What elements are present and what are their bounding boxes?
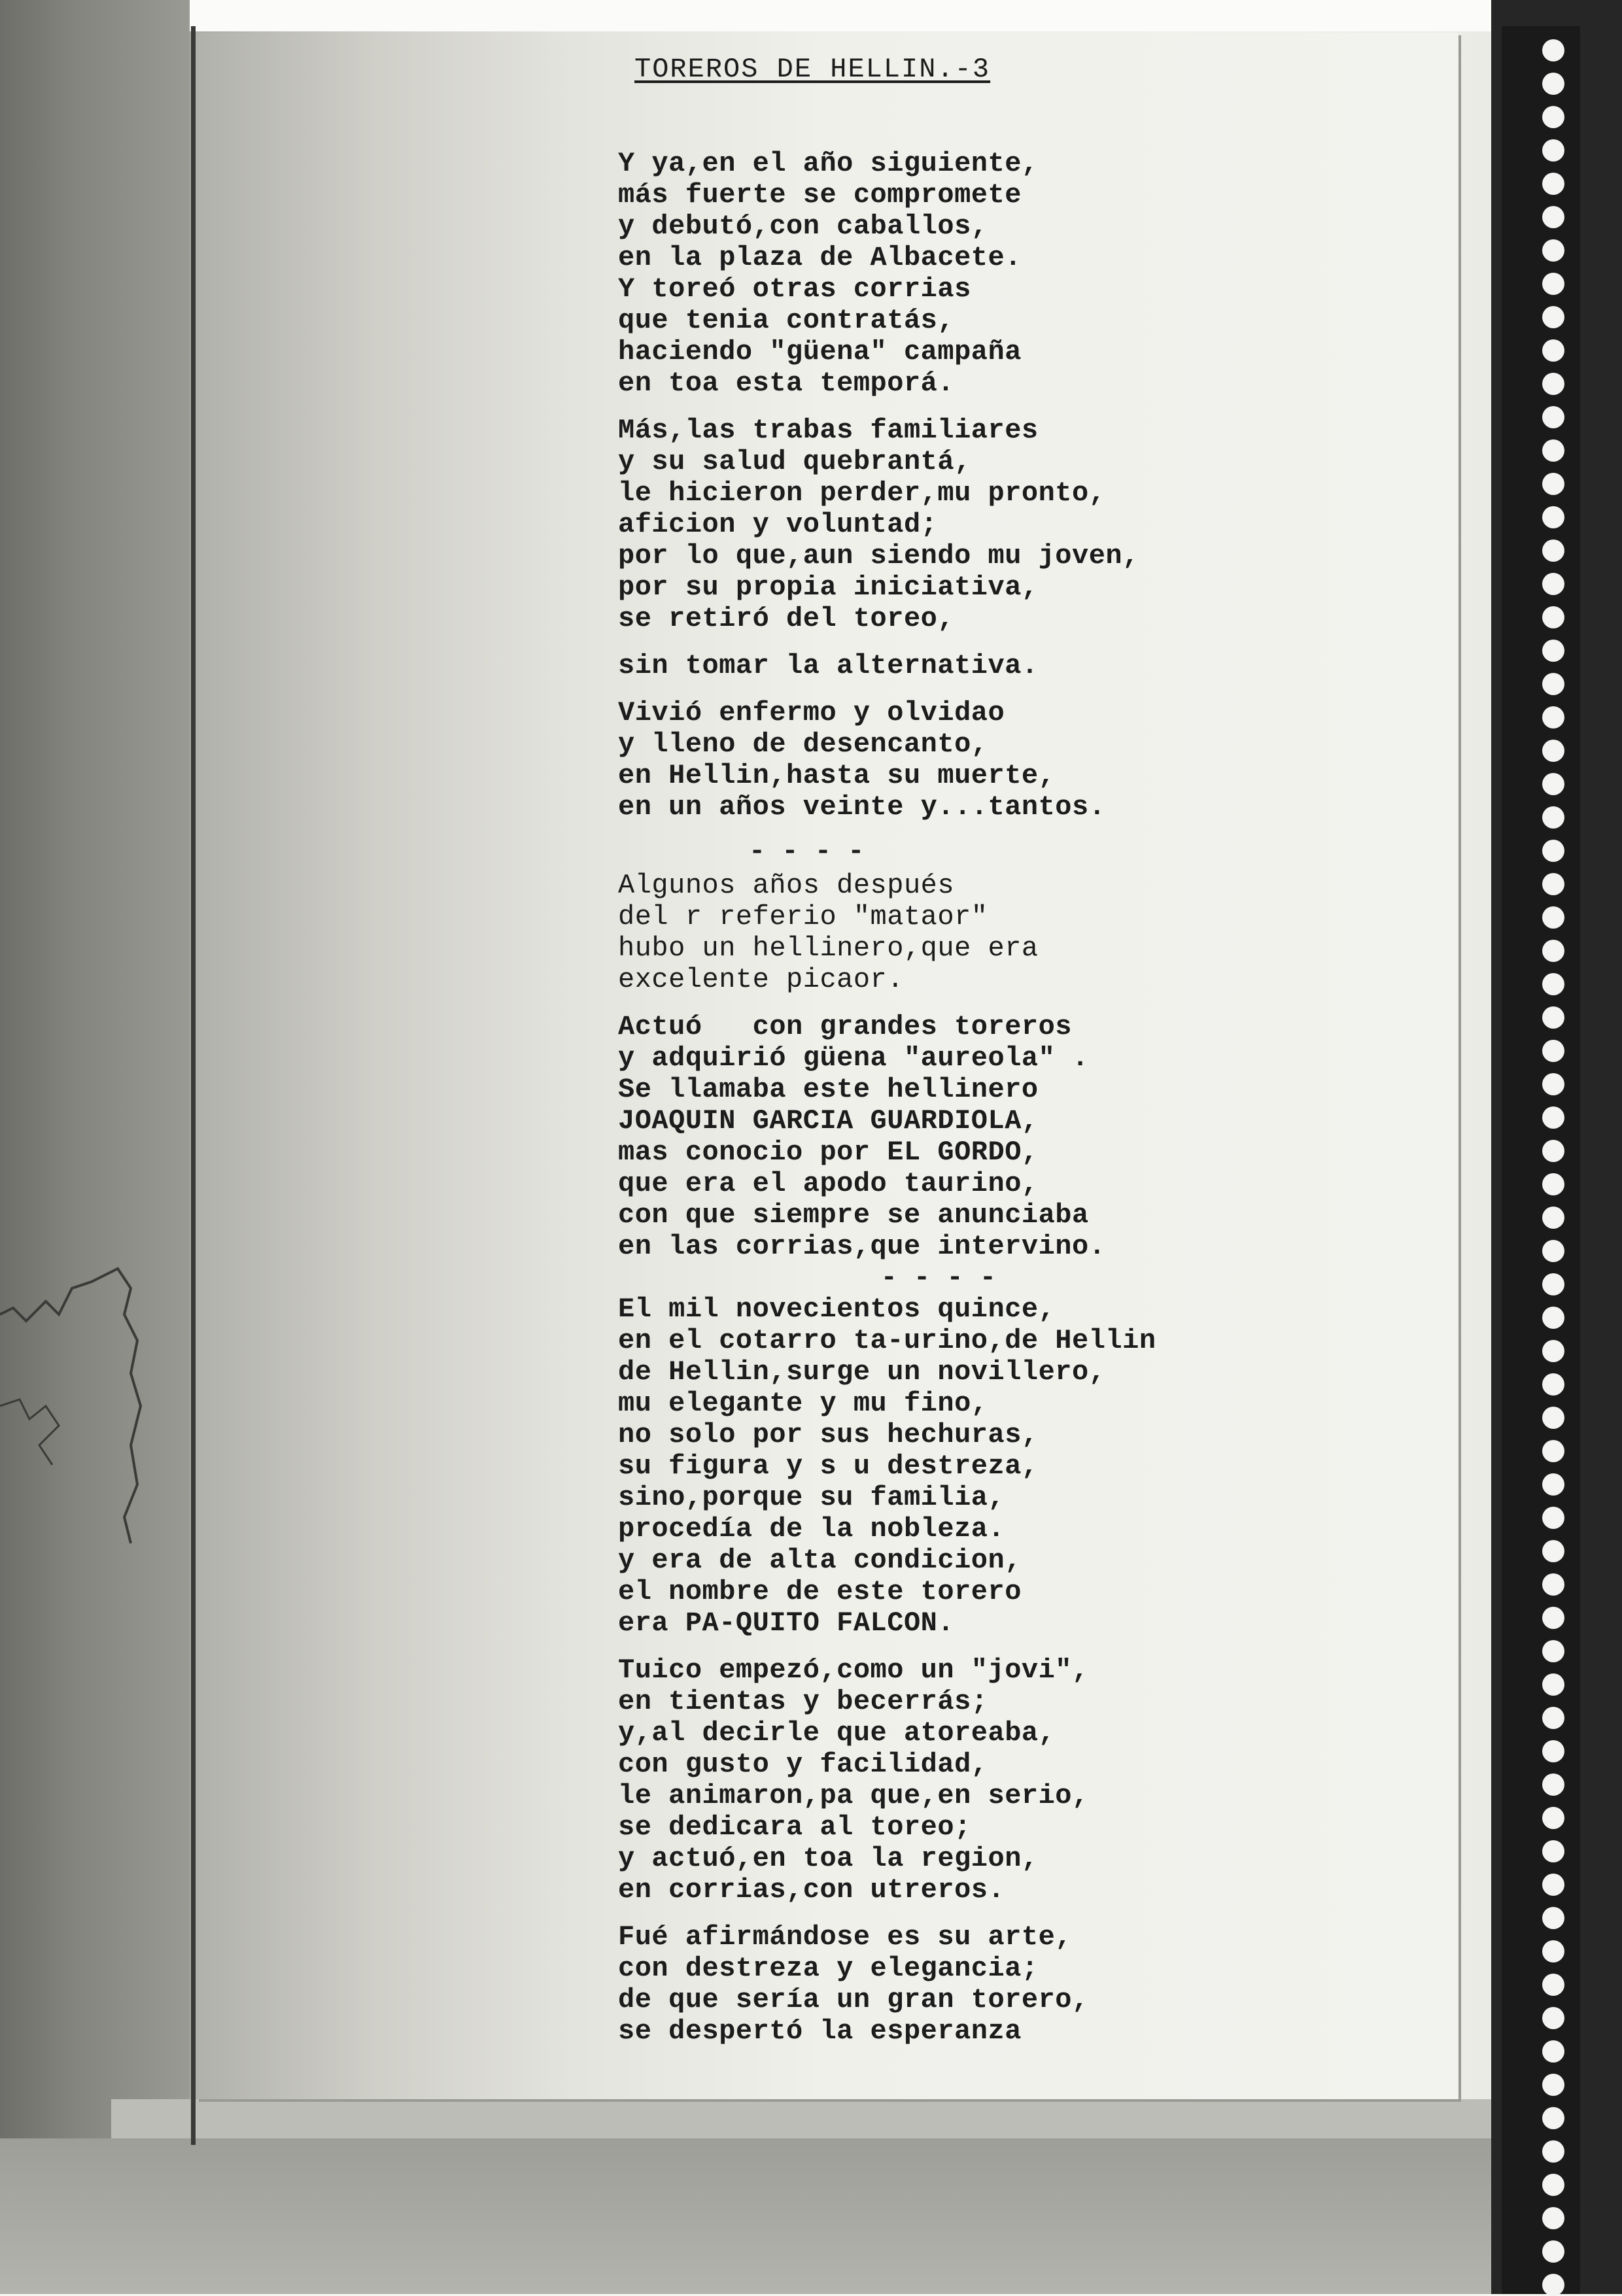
stanza: [618, 148, 1468, 399]
binder-hole: [1542, 1707, 1564, 1729]
verse-line: y,al decirle que atoreaba,: [618, 1717, 1056, 1749]
verse-line: con que siempre se anunciaba: [618, 1199, 1089, 1231]
verse-line: Se llamaba este hellinero: [618, 1074, 1039, 1105]
binder-hole: [1542, 873, 1564, 895]
verse-line: se retiró del toreo,: [618, 603, 955, 634]
binder-hole: [1542, 940, 1564, 962]
binder-hole: [1542, 1807, 1564, 1829]
verse-line: le animaron,pa que,en serio,: [618, 1780, 1089, 1811]
verse-line: Actuó con grandes toreros: [618, 1011, 1073, 1042]
binder-hole: [1542, 806, 1564, 829]
verse-line: el nombre de este torero: [618, 1576, 1022, 1607]
binder-hole: [1542, 73, 1564, 95]
stanza: [618, 1011, 1468, 1262]
top-border: [0, 0, 1622, 31]
spine-line: [191, 26, 196, 2145]
binder-hole: [1542, 573, 1564, 595]
page-tear-outline: [0, 1210, 157, 1550]
binder-hole: [1542, 706, 1564, 728]
verse-line: era PA-QUITO FALCON.: [618, 1607, 955, 1639]
binder-hole: [1542, 1106, 1564, 1129]
binder-hole: [1542, 2074, 1564, 2096]
binder-hole: [1542, 1540, 1564, 1562]
verse-line: mu elegante y mu fino,: [618, 1388, 988, 1419]
binder-hole: [1542, 1473, 1564, 1496]
binder-hole: [1542, 1040, 1564, 1062]
verse-line: en las corrias,que intervino.: [618, 1231, 1106, 1262]
binder-hole: [1542, 239, 1564, 262]
verse-line: sin tomar la alternativa.: [618, 650, 1039, 681]
binder-hole: [1542, 1006, 1564, 1029]
stanza: [618, 870, 1468, 995]
binder-hole: [1542, 1073, 1564, 1095]
stanza: [618, 650, 1468, 681]
binder-hole: [1542, 2240, 1564, 2263]
binder-hole: [1542, 1273, 1564, 1295]
binder-hole: [1542, 273, 1564, 295]
verse-line: y su salud quebrantá,: [618, 446, 971, 477]
under-sheet-edge: [111, 2099, 1491, 2138]
binder-hole: [1542, 439, 1564, 462]
binder-hole: [1542, 306, 1564, 328]
verse-line: le hicieron perder,mu pronto,: [618, 477, 1106, 509]
binder-hole: [1542, 1440, 1564, 1462]
binder-hole: [1542, 2040, 1564, 2063]
verse-line: del r referio "mataor": [618, 901, 988, 933]
binder-hole: [1542, 1740, 1564, 1762]
binder-hole: [1542, 2007, 1564, 2029]
stanza: [618, 697, 1468, 823]
stanza: [618, 1654, 1468, 1906]
binder-hole: [1542, 2174, 1564, 2196]
verse-line: Y ya,en el año siguiente,: [618, 148, 1039, 179]
binder-hole: [1542, 606, 1564, 628]
binder-hole: [1542, 473, 1564, 495]
binder-hole: [1542, 1840, 1564, 1862]
binder-hole: [1542, 139, 1564, 162]
binder-hole: [1542, 1340, 1564, 1362]
binder-hole: [1542, 973, 1564, 995]
binder-hole: [1542, 1407, 1564, 1429]
verse-line: no solo por sus hechuras,: [618, 1419, 1039, 1450]
stanza: [618, 1921, 1468, 2047]
binder-hole: [1542, 173, 1564, 195]
binder-hole: [1542, 1874, 1564, 1896]
verse-line: Vivió enfermo y olvidao: [618, 697, 1005, 728]
left-shadow-margin: [0, 0, 190, 2294]
binder-edge: [1502, 26, 1580, 2294]
verse-line: se dedicara al toreo;: [618, 1811, 971, 1843]
binder-hole: [1542, 206, 1564, 228]
verse-line: y era de alta condicion,: [618, 1545, 1022, 1576]
binder-hole: [1542, 840, 1564, 862]
verse-line: su figura y s u destreza,: [618, 1450, 1039, 1482]
binder-hole: [1542, 1207, 1564, 1229]
binder-hole: [1542, 1373, 1564, 1396]
verse-line: y lleno de desencanto,: [618, 728, 988, 760]
verse-line: haciendo "güena" campaña: [618, 336, 1022, 368]
typewritten-poem: [618, 54, 1468, 2047]
binder-hole: [1542, 1140, 1564, 1162]
binder-hole: [1542, 106, 1564, 128]
binder-hole: [1542, 1974, 1564, 1996]
binder-hole: [1542, 506, 1564, 528]
verse-line: excelente picaor.: [618, 964, 904, 995]
binder-hole: [1542, 1573, 1564, 1596]
verse-line: Algunos años después: [618, 870, 955, 901]
verse-line: en corrias,con utreros.: [618, 1874, 1005, 1906]
section-divider: - - - -: [749, 1262, 997, 1294]
verse-line: más fuerte se compromete: [618, 179, 1022, 211]
binder-hole: [1542, 1773, 1564, 1796]
binder-hole: [1542, 1173, 1564, 1195]
verse-line: de que sería un gran torero,: [618, 1984, 1089, 2015]
binder-hole: [1542, 1307, 1564, 1329]
binder-hole: [1542, 740, 1564, 762]
binder-hole: [1542, 2207, 1564, 2229]
verse-line: El mil novecientos quince,: [618, 1294, 1056, 1325]
binder-hole: [1542, 2274, 1564, 2296]
binder-hole: [1542, 2107, 1564, 2129]
verse-line: y actuó,en toa la region,: [618, 1843, 1039, 1874]
verse-line: en un años veinte y...tantos.: [618, 791, 1106, 823]
page-title: TOREROS DE HELLIN.-3: [634, 54, 991, 85]
poem-body: [618, 148, 1468, 2047]
verse-line: por su propia iniciativa,: [618, 572, 1039, 603]
binder-hole: [1542, 1240, 1564, 1262]
verse-line: de Hellin,surge un novillero,: [618, 1356, 1106, 1388]
verse-line: y adquirió güena "aureola" .: [618, 1042, 1089, 1074]
verse-line: Más,las trabas familiares: [618, 415, 1039, 446]
verse-line: se despertó la esperanza: [618, 2015, 1022, 2047]
binder-hole: [1542, 1940, 1564, 1962]
binder-hole: [1542, 2140, 1564, 2163]
binder-hole: [1542, 406, 1564, 428]
binder-hole: [1542, 673, 1564, 695]
verse-line: en tientas y becerrás;: [618, 1686, 988, 1717]
binder-hole: [1542, 1673, 1564, 1696]
verse-line: que era el apodo taurino,: [618, 1168, 1039, 1199]
verse-line: Y toreó otras corrias: [618, 273, 971, 305]
verse-line: mas conocio por EL GORDO,: [618, 1137, 1039, 1168]
binder-hole: [1542, 906, 1564, 929]
section-divider: - - - -: [749, 836, 865, 867]
verse-line: Tuico empezó,como un "jovi",: [618, 1654, 1089, 1686]
verse-line: aficion y voluntad;: [618, 509, 938, 540]
binder-hole: [1542, 773, 1564, 795]
stanza: [618, 1294, 1468, 1639]
verse-line: JOAQUIN GARCIA GUARDIOLA,: [618, 1105, 1039, 1137]
binder-hole: [1542, 1907, 1564, 1929]
binder-hole: [1542, 1640, 1564, 1662]
verse-line: con gusto y facilidad,: [618, 1749, 988, 1780]
binder-hole: [1542, 39, 1564, 61]
binder-hole: [1542, 540, 1564, 562]
verse-line: en Hellin,hasta su muerte,: [618, 760, 1056, 791]
verse-line: hubo un hellinero,que era: [618, 933, 1039, 964]
binder-hole: [1542, 640, 1564, 662]
verse-line: que tenia contratás,: [618, 305, 955, 336]
verse-line: y debutó,con caballos,: [618, 211, 988, 242]
verse-line: procedía de la nobleza.: [618, 1513, 1005, 1545]
verse-line: en toa esta temporá.: [618, 368, 955, 399]
verse-line: con destreza y elegancia;: [618, 1953, 1039, 1984]
verse-line: sino,porque su familia,: [618, 1482, 1005, 1513]
verse-line: por lo que,aun siendo mu joven,: [618, 540, 1139, 572]
binder-hole: [1542, 339, 1564, 362]
binder-hole: [1542, 373, 1564, 395]
binder-hole: [1542, 1607, 1564, 1629]
binder-hole: [1542, 1507, 1564, 1529]
bottom-binding-band: [0, 2138, 1498, 2294]
verse-line: en la plaza de Albacete.: [618, 242, 1022, 273]
verse-line: Fué afirmándose es su arte,: [618, 1921, 1073, 1953]
verse-line: en el cotarro ta-urino,de Hellin: [618, 1325, 1156, 1356]
stanza: [618, 415, 1468, 634]
